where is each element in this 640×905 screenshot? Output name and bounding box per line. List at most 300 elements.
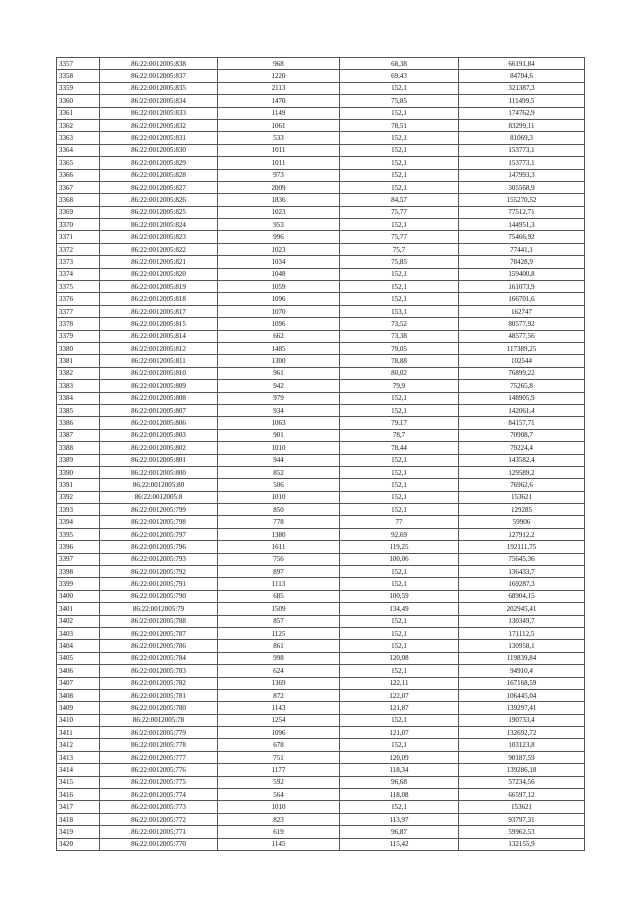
row-number: 3410	[57, 714, 100, 726]
row-number: 3357	[57, 58, 100, 70]
cadastral-number: 86:22:0012005:831	[100, 132, 218, 144]
rate-cell: 78,88	[340, 355, 459, 367]
rate-cell: 73,52	[340, 318, 459, 330]
row-number: 3404	[57, 640, 100, 652]
value-cell: 84157,71	[459, 417, 585, 429]
table-row	[57, 454, 585, 466]
value-cell: 139286,18	[459, 764, 585, 776]
table-row	[57, 417, 585, 429]
area-cell: 1380	[218, 528, 340, 540]
cadastral-number: 86:22:0012005:790	[100, 590, 218, 602]
cadastral-number: 86:22:0012005:812	[100, 342, 218, 354]
rate-cell: 120,09	[340, 751, 459, 763]
cadastral-number: 86:22:0012005:828	[100, 169, 218, 181]
row-number: 3396	[57, 541, 100, 553]
value-cell: 75265,8	[459, 380, 585, 392]
value-cell: 169287,3	[459, 578, 585, 590]
value-cell: 75645,36	[459, 553, 585, 565]
value-cell: 139297,41	[459, 702, 585, 714]
row-number: 3415	[57, 776, 100, 788]
value-cell: 153773,1	[459, 157, 585, 169]
rate-cell: 152,1	[340, 82, 459, 94]
cadastral-number: 86:22:0012005:776	[100, 764, 218, 776]
cadastral-number: 86:22:0012005:802	[100, 442, 218, 454]
rate-cell: 152,1	[340, 169, 459, 181]
area-cell: 996	[218, 231, 340, 243]
area-cell: 823	[218, 813, 340, 825]
rate-cell: 69,43	[340, 70, 459, 82]
area-cell: 1836	[218, 194, 340, 206]
row-number: 3367	[57, 181, 100, 193]
table-row	[57, 119, 585, 131]
area-cell: 1149	[218, 107, 340, 119]
row-number: 3414	[57, 764, 100, 776]
table-row	[57, 355, 585, 367]
area-cell: 979	[218, 392, 340, 404]
area-cell: 934	[218, 404, 340, 416]
rate-cell: 75,7	[340, 243, 459, 255]
cadastral-number: 86:22:0012005:797	[100, 528, 218, 540]
cadastral-number: 86:22:0012005:793	[100, 553, 218, 565]
area-cell: 751	[218, 751, 340, 763]
row-number: 3411	[57, 727, 100, 739]
rate-cell: 118,34	[340, 764, 459, 776]
cadastral-number: 86:22:0012005:775	[100, 776, 218, 788]
area-cell: 685	[218, 590, 340, 602]
value-cell: 117389,25	[459, 342, 585, 354]
value-cell: 93797,31	[459, 813, 585, 825]
row-number: 3388	[57, 442, 100, 454]
rate-cell: 152,1	[340, 107, 459, 119]
row-number: 3380	[57, 342, 100, 354]
rate-cell: 73,38	[340, 330, 459, 342]
cadastral-number: 86:22:0012005:806	[100, 417, 218, 429]
value-cell: 83299,11	[459, 119, 585, 131]
area-cell: 968	[218, 58, 340, 70]
row-number: 3361	[57, 107, 100, 119]
land-plot-table	[56, 57, 585, 851]
table-row	[57, 764, 585, 776]
value-cell: 130958,1	[459, 640, 585, 652]
rate-cell: 152,1	[340, 801, 459, 813]
row-number: 3405	[57, 652, 100, 664]
area-cell: 897	[218, 566, 340, 578]
row-number: 3363	[57, 132, 100, 144]
area-cell: 973	[218, 169, 340, 181]
cadastral-number: 86:22:0012005:792	[100, 566, 218, 578]
area-cell: 1011	[218, 144, 340, 156]
area-cell: 850	[218, 504, 340, 516]
cadastral-number: 86:22:0012005:838	[100, 58, 218, 70]
table-row	[57, 677, 585, 689]
cadastral-number: 86:22:0012005:774	[100, 789, 218, 801]
cadastral-number: 86:22:0012005:79	[100, 603, 218, 615]
table-row	[57, 82, 585, 94]
cadastral-number: 86:22:0012005:829	[100, 157, 218, 169]
row-number: 3385	[57, 404, 100, 416]
row-number: 3419	[57, 826, 100, 838]
area-cell: 1145	[218, 838, 340, 850]
cadastral-number: 86:22:0012005:784	[100, 652, 218, 664]
rate-cell: 113,97	[340, 813, 459, 825]
rate-cell: 79,9	[340, 380, 459, 392]
area-cell: 961	[218, 367, 340, 379]
area-cell: 1010	[218, 801, 340, 813]
value-cell: 153773,1	[459, 144, 585, 156]
rate-cell: 68,38	[340, 58, 459, 70]
cadastral-number: 86:22:0012005:780	[100, 702, 218, 714]
row-number: 3373	[57, 256, 100, 268]
table-row	[57, 776, 585, 788]
table-row	[57, 219, 585, 231]
cadastral-number: 86:22:0012005:809	[100, 380, 218, 392]
value-cell: 57234,56	[459, 776, 585, 788]
table-row	[57, 541, 585, 553]
table-row	[57, 590, 585, 602]
row-number: 3386	[57, 417, 100, 429]
rate-cell: 75,77	[340, 206, 459, 218]
area-cell: 901	[218, 429, 340, 441]
table-row	[57, 305, 585, 317]
row-number: 3364	[57, 144, 100, 156]
rate-cell: 78,51	[340, 119, 459, 131]
rate-cell: 152,1	[340, 627, 459, 639]
table-row	[57, 268, 585, 280]
cadastral-number: 86:22:0012005:822	[100, 243, 218, 255]
value-cell: 142061,4	[459, 404, 585, 416]
value-cell: 148905,9	[459, 392, 585, 404]
rate-cell: 78,7	[340, 429, 459, 441]
row-number: 3375	[57, 281, 100, 293]
row-number: 3413	[57, 751, 100, 763]
value-cell: 162747	[459, 305, 585, 317]
area-cell: 1143	[218, 702, 340, 714]
rate-cell: 152,1	[340, 665, 459, 677]
area-cell: 1063	[218, 417, 340, 429]
value-cell: 171112,5	[459, 627, 585, 639]
rate-cell: 75,77	[340, 231, 459, 243]
cadastral-number: 86:22:0012005:819	[100, 281, 218, 293]
value-cell: 144951,3	[459, 219, 585, 231]
table-row	[57, 58, 585, 70]
cadastral-number: 86:22:0012005:791	[100, 578, 218, 590]
rate-cell: 152,1	[340, 479, 459, 491]
table-row	[57, 566, 585, 578]
table-row	[57, 95, 585, 107]
area-cell: 1023	[218, 243, 340, 255]
area-cell: 1070	[218, 305, 340, 317]
table-row	[57, 243, 585, 255]
rate-cell: 152,1	[340, 454, 459, 466]
row-number: 3384	[57, 392, 100, 404]
rate-cell: 96,87	[340, 826, 459, 838]
row-number: 3378	[57, 318, 100, 330]
rate-cell: 152,1	[340, 293, 459, 305]
row-number: 3398	[57, 566, 100, 578]
cadastral-number: 86:22:0012005:832	[100, 119, 218, 131]
area-cell: 564	[218, 789, 340, 801]
row-number: 3365	[57, 157, 100, 169]
row-number: 3382	[57, 367, 100, 379]
value-cell: 174762,9	[459, 107, 585, 119]
value-cell: 76962,6	[459, 479, 585, 491]
table-row	[57, 826, 585, 838]
cadastral-number: 86:22:0012005:830	[100, 144, 218, 156]
cadastral-number: 86:22:0012005:837	[100, 70, 218, 82]
row-number: 3372	[57, 243, 100, 255]
value-cell: 202945,41	[459, 603, 585, 615]
rate-cell: 84,57	[340, 194, 459, 206]
row-number: 3359	[57, 82, 100, 94]
table-row	[57, 578, 585, 590]
table-row	[57, 727, 585, 739]
value-cell: 167168,59	[459, 677, 585, 689]
area-cell: 2009	[218, 181, 340, 193]
cadastral-number: 86:22:0012005:818	[100, 293, 218, 305]
rate-cell: 153,1	[340, 305, 459, 317]
rate-cell: 152,1	[340, 268, 459, 280]
cadastral-number: 86:22:0012005:834	[100, 95, 218, 107]
cadastral-number: 86:22:0012005:799	[100, 504, 218, 516]
area-cell: 1254	[218, 714, 340, 726]
area-cell: 1010	[218, 491, 340, 503]
value-cell: 132692,72	[459, 727, 585, 739]
cadastral-number: 86:22:0012005:826	[100, 194, 218, 206]
table-body	[57, 58, 585, 851]
value-cell: 129285	[459, 504, 585, 516]
rate-cell: 121,87	[340, 702, 459, 714]
row-number: 3393	[57, 504, 100, 516]
table-row	[57, 466, 585, 478]
area-cell: 1113	[218, 578, 340, 590]
area-cell: 1059	[218, 281, 340, 293]
table-row	[57, 739, 585, 751]
area-cell: 1177	[218, 764, 340, 776]
row-number: 3397	[57, 553, 100, 565]
table-row	[57, 528, 585, 540]
rate-cell: 134,49	[340, 603, 459, 615]
table-row	[57, 281, 585, 293]
area-cell: 1096	[218, 318, 340, 330]
area-cell: 678	[218, 739, 340, 751]
table-row	[57, 157, 585, 169]
value-cell: 81069,3	[459, 132, 585, 144]
area-cell: 1096	[218, 727, 340, 739]
value-cell: 79224,4	[459, 442, 585, 454]
area-cell: 852	[218, 466, 340, 478]
table-row	[57, 206, 585, 218]
value-cell: 77441,1	[459, 243, 585, 255]
cadastral-number: 86:22:0012005:823	[100, 231, 218, 243]
value-cell: 129589,2	[459, 466, 585, 478]
rate-cell: 100,59	[340, 590, 459, 602]
cadastral-number: 86:22:0012005:786	[100, 640, 218, 652]
value-cell: 70908,7	[459, 429, 585, 441]
table-row	[57, 169, 585, 181]
value-cell: 68904,15	[459, 590, 585, 602]
area-cell: 592	[218, 776, 340, 788]
table-row	[57, 181, 585, 193]
row-number: 3416	[57, 789, 100, 801]
row-number: 3417	[57, 801, 100, 813]
cadastral-number: 86:22:0012005:782	[100, 677, 218, 689]
table-row	[57, 392, 585, 404]
value-cell: 153621	[459, 801, 585, 813]
cadastral-number: 86:22:0012005:833	[100, 107, 218, 119]
row-number: 3401	[57, 603, 100, 615]
rate-cell: 152,1	[340, 466, 459, 478]
row-number: 3381	[57, 355, 100, 367]
value-cell: 76899,22	[459, 367, 585, 379]
value-cell: 111499,5	[459, 95, 585, 107]
row-number: 3390	[57, 466, 100, 478]
value-cell: 190733,4	[459, 714, 585, 726]
table-row	[57, 789, 585, 801]
area-cell: 1010	[218, 442, 340, 454]
area-cell: 1034	[218, 256, 340, 268]
value-cell: 136433,7	[459, 566, 585, 578]
table-row	[57, 231, 585, 243]
row-number: 3369	[57, 206, 100, 218]
cadastral-number: 86:22:0012005:779	[100, 727, 218, 739]
area-cell: 533	[218, 132, 340, 144]
table-row	[57, 293, 585, 305]
area-cell: 619	[218, 826, 340, 838]
cadastral-number: 86:22:0012005:835	[100, 82, 218, 94]
cadastral-number: 86:22:0012005:800	[100, 466, 218, 478]
rate-cell: 79,17	[340, 417, 459, 429]
area-cell: 953	[218, 219, 340, 231]
rate-cell: 152,1	[340, 615, 459, 627]
value-cell: 80577,92	[459, 318, 585, 330]
area-cell: 506	[218, 479, 340, 491]
cadastral-number: 86:22:0012005:801	[100, 454, 218, 466]
row-number: 3366	[57, 169, 100, 181]
cadastral-number: 86:22:0012005:817	[100, 305, 218, 317]
cadastral-number: 86:22:0012005:772	[100, 813, 218, 825]
table-row	[57, 751, 585, 763]
cadastral-number: 86:22:0012005:788	[100, 615, 218, 627]
rate-cell: 152,1	[340, 157, 459, 169]
row-number: 3383	[57, 380, 100, 392]
cadastral-number: 86:22:0012005:8	[100, 491, 218, 503]
value-cell: 78428,9	[459, 256, 585, 268]
table-row	[57, 714, 585, 726]
area-cell: 1096	[218, 293, 340, 305]
table-row	[57, 838, 585, 850]
area-cell: 756	[218, 553, 340, 565]
value-cell: 161073,9	[459, 281, 585, 293]
rate-cell: 152,1	[340, 392, 459, 404]
value-cell: 143582,4	[459, 454, 585, 466]
value-cell: 155270,52	[459, 194, 585, 206]
value-cell: 321387,3	[459, 82, 585, 94]
rate-cell: 152,1	[340, 132, 459, 144]
table-row	[57, 689, 585, 701]
row-number: 3399	[57, 578, 100, 590]
rate-cell: 100,06	[340, 553, 459, 565]
area-cell: 872	[218, 689, 340, 701]
row-number: 3408	[57, 689, 100, 701]
row-number: 3374	[57, 268, 100, 280]
table-row	[57, 702, 585, 714]
area-cell: 1470	[218, 95, 340, 107]
cadastral-number: 86:22:0012005:781	[100, 689, 218, 701]
value-cell: 75466,92	[459, 231, 585, 243]
cadastral-number: 86:22:0012005:78	[100, 714, 218, 726]
area-cell: 998	[218, 652, 340, 664]
row-number: 3407	[57, 677, 100, 689]
row-number: 3403	[57, 627, 100, 639]
table-row	[57, 442, 585, 454]
area-cell: 1048	[218, 268, 340, 280]
table-row	[57, 380, 585, 392]
value-cell: 90187,59	[459, 751, 585, 763]
cadastral-number: 86:22:0012005:827	[100, 181, 218, 193]
rate-cell: 92,69	[340, 528, 459, 540]
rate-cell: 115,42	[340, 838, 459, 850]
value-cell: 132155,9	[459, 838, 585, 850]
cadastral-number: 86:22:0012005:810	[100, 367, 218, 379]
table-row	[57, 640, 585, 652]
table-row	[57, 801, 585, 813]
row-number: 3376	[57, 293, 100, 305]
cadastral-number: 86:22:0012005:777	[100, 751, 218, 763]
area-cell: 857	[218, 615, 340, 627]
area-cell: 2113	[218, 82, 340, 94]
value-cell: 48577,56	[459, 330, 585, 342]
cadastral-number: 86:22:0012005:820	[100, 268, 218, 280]
rate-cell: 152,1	[340, 640, 459, 652]
area-cell: 1023	[218, 206, 340, 218]
rate-cell: 152,1	[340, 144, 459, 156]
row-number: 3391	[57, 479, 100, 491]
area-cell: 942	[218, 380, 340, 392]
rate-cell: 79,05	[340, 342, 459, 354]
area-cell: 662	[218, 330, 340, 342]
row-number: 3406	[57, 665, 100, 677]
table-row	[57, 491, 585, 503]
cadastral-number: 86:22:0012005:773	[100, 801, 218, 813]
value-cell: 119839,84	[459, 652, 585, 664]
rate-cell: 121,07	[340, 727, 459, 739]
value-cell: 103123,8	[459, 739, 585, 751]
value-cell: 192111,75	[459, 541, 585, 553]
table-row	[57, 194, 585, 206]
area-cell: 1369	[218, 677, 340, 689]
area-cell: 778	[218, 516, 340, 528]
row-number: 3395	[57, 528, 100, 540]
value-cell: 305568,9	[459, 181, 585, 193]
cadastral-number: 86:22:0012005:778	[100, 739, 218, 751]
cadastral-number: 86:22:0012005:798	[100, 516, 218, 528]
value-cell: 102544	[459, 355, 585, 367]
value-cell: 66191,84	[459, 58, 585, 70]
row-number: 3371	[57, 231, 100, 243]
cadastral-number: 86:22:0012005:771	[100, 826, 218, 838]
area-cell: 861	[218, 640, 340, 652]
table-row	[57, 603, 585, 615]
table-row	[57, 652, 585, 664]
rate-cell: 152,1	[340, 739, 459, 751]
rate-cell: 152,1	[340, 566, 459, 578]
rate-cell: 152,1	[340, 404, 459, 416]
row-number: 3409	[57, 702, 100, 714]
cadastral-number: 86:22:0012005:815	[100, 318, 218, 330]
table-row	[57, 813, 585, 825]
table-row	[57, 70, 585, 82]
value-cell: 94910,4	[459, 665, 585, 677]
